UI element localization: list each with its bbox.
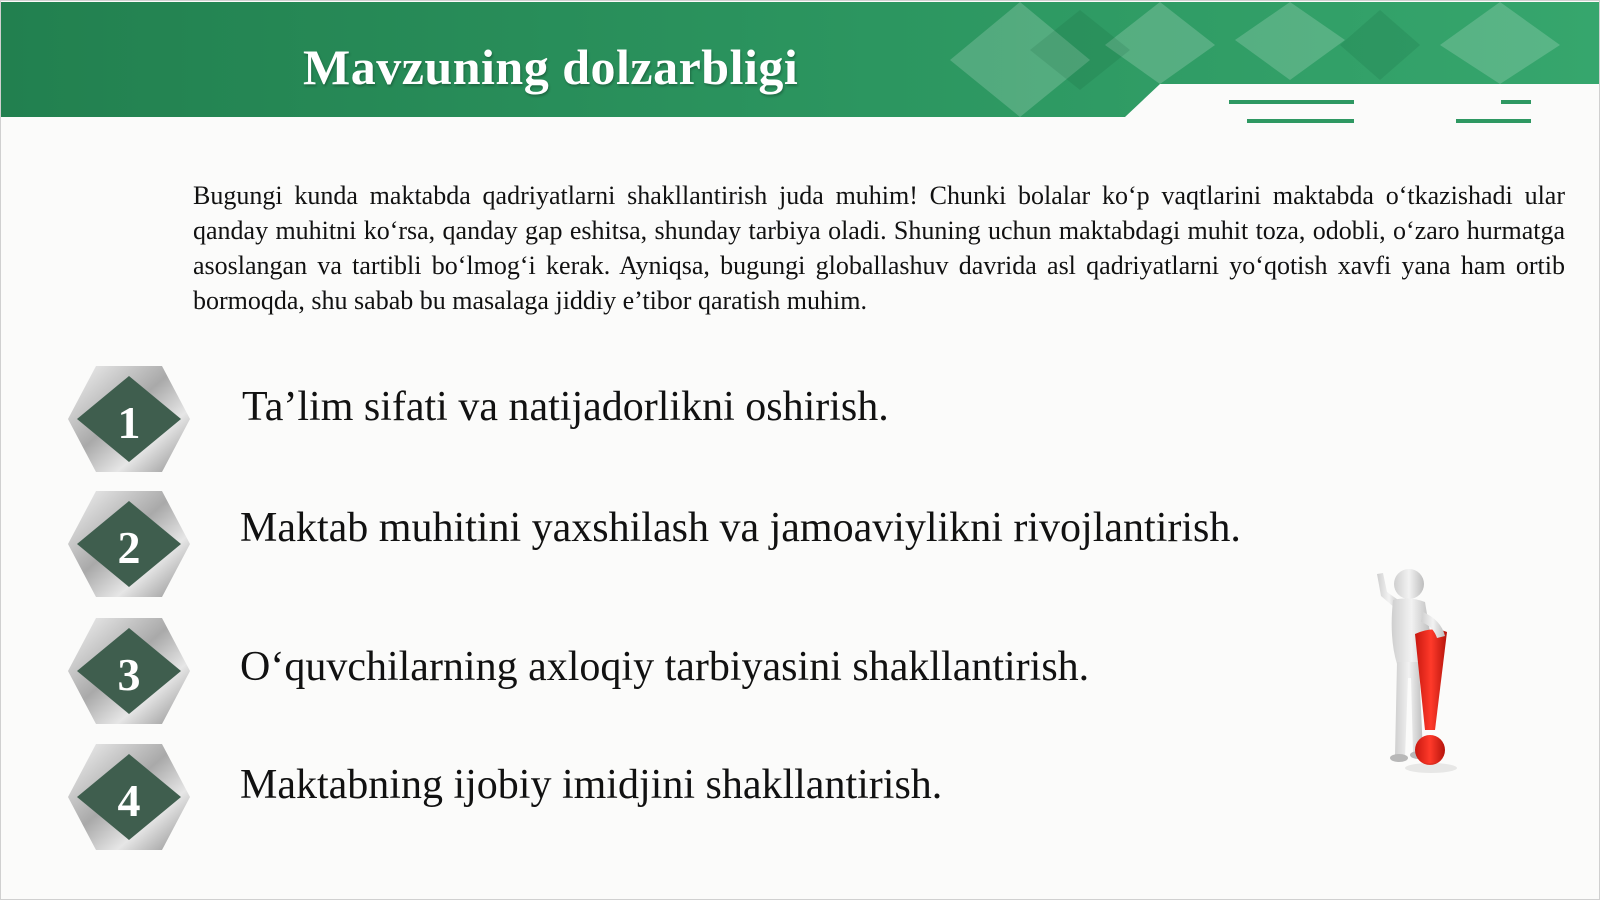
list-item-text-4: Maktabning ijobiy imidjini shakllantirish. [240, 762, 943, 808]
badge-number: 2 [117, 521, 141, 573]
slide-title: Mavzuning dolzarbligi [303, 39, 799, 95]
list-item-text-3: O‘quvchilarning axloqiy tarbiyasini shakllantirish. [240, 644, 1090, 690]
person-exclamation-icon [1375, 568, 1485, 788]
list-item-text-1: Ta’lim sifati va natijadorlikni oshirish. [242, 384, 889, 430]
badge-number: 3 [117, 648, 141, 700]
intro-paragraph: Bugungi kunda maktabda qadriyatlarni shakllantirish juda muhim! Chunki bolalar ko‘p vaqtlarini maktabda o‘tkazishadi ular qanday muhitni ko‘rsa, qanday gap eshitsa, shunday tarbiya oladi. Shuning uchun maktabdagi muhit toza, odobli, o‘zaro hurmatga asoslangan va tartibli bo‘lmog‘i kerak. Ayniqsa, bugungi globallashuv davrida asl qadriyatlarni yo‘qotish xavfi yana ham ortib bormoqda, shu sabab bu masalaga jiddiy e’tibor qaratish muhim. [193, 181, 1565, 315]
number-badge-2 [66, 489, 192, 599]
badge-number: 1 [117, 396, 141, 448]
number-badge-3 [66, 616, 192, 726]
decorative-lines [1220, 98, 1540, 128]
number-badge-4 [66, 742, 192, 852]
number-badge-1 [66, 364, 192, 474]
list-item-text-2: Maktab muhitini yaxshilash va jamoaviylikni rivojlantirish. [240, 505, 1241, 551]
badge-number: 4 [117, 774, 141, 826]
